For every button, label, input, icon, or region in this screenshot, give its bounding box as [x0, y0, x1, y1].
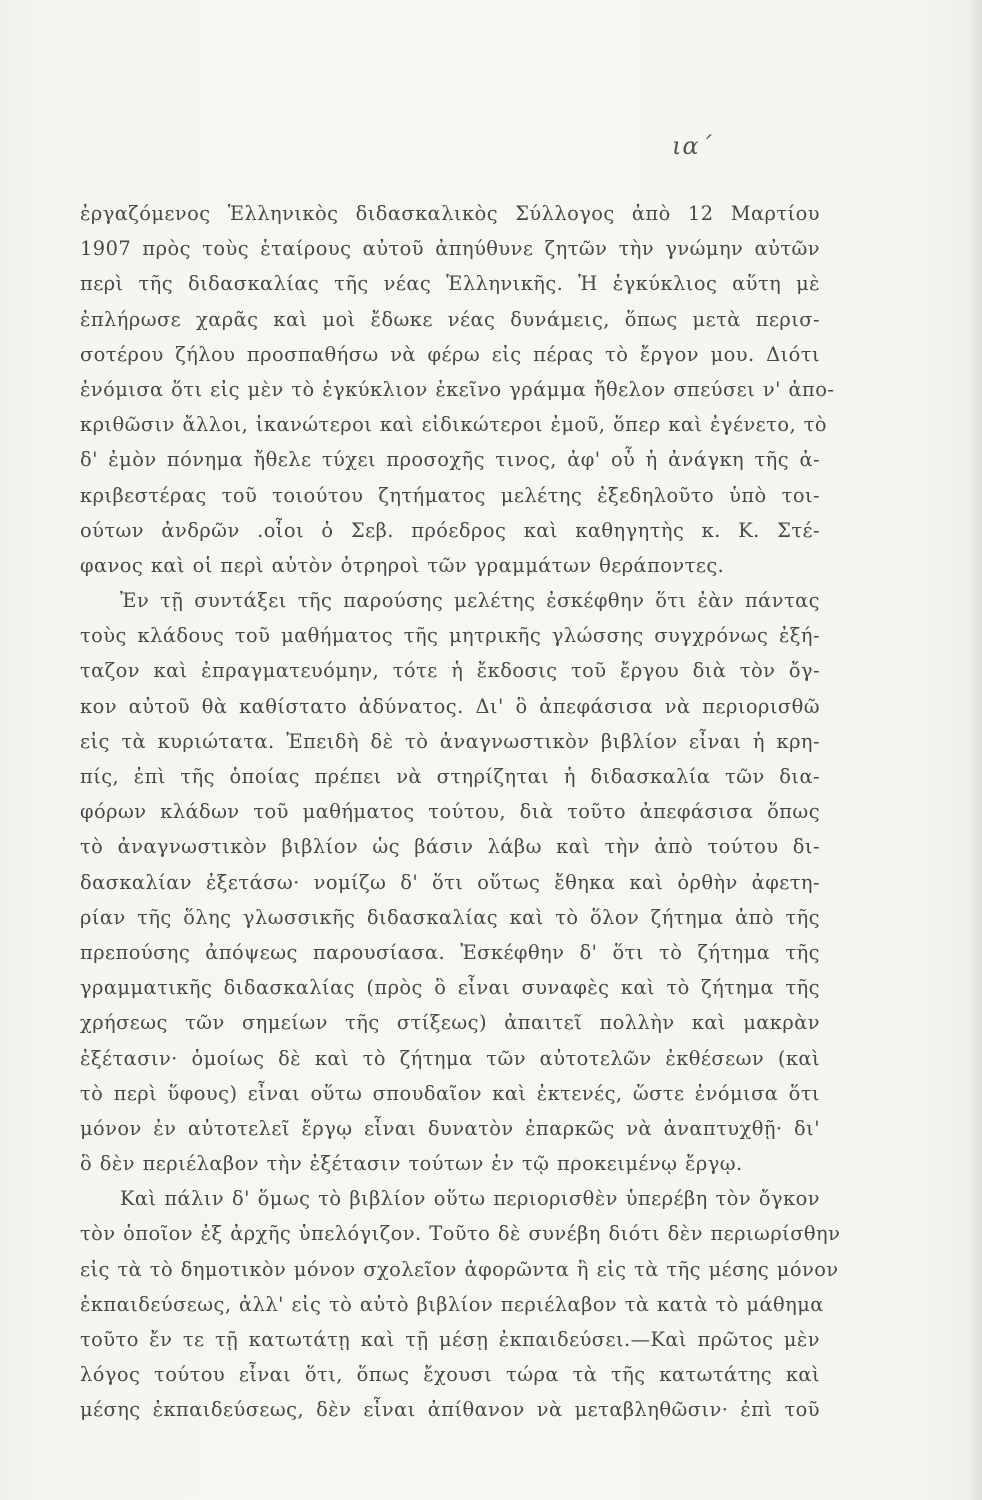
text-line: φανος καὶ οἱ περὶ αὐτὸν ὀτρηροὶ τῶν γραμμάτων θεράποντες.	[80, 553, 725, 577]
text-line: φόρων κλάδων τοῦ μαθήματος τούτου, διὰ τοῦτο ἀπεφάσισα ὅπως	[80, 800, 820, 824]
text-line: εἰς τὰ τὸ δημοτικὸν μόνον σχολεῖον ἀφορῶντα ἢ εἰς τὰ τῆς μέσης μόνον	[80, 1257, 839, 1281]
text-line: εἰς τὰ κυριώτατα. Ἐπειδὴ δὲ τὸ ἀναγνωστικὸν βιβλίον εἶναι ἡ κρη-	[80, 729, 820, 753]
text-line: τὸ περὶ ὕφους) εἶναι οὕτω σπουδαῖον καὶ ἐκτενές, ὥστε ἐνόμισα ὅτι	[80, 1081, 820, 1105]
text-line: ἐνόμισα ὅτι εἰς μὲν τὸ ἐγκύκλιον ἐκεῖνο γράμμα ἤθελον σπεύσει ν' ἀπο-	[80, 377, 835, 401]
text-line: δασκαλίαν ἐξετάσω· νομίζω δ' ὅτι οὕτως ἔθηκα καὶ ὀρθὴν ἀφετη-	[80, 870, 820, 894]
text-line: μόνον ἐν αὐτοτελεῖ ἔργῳ εἶναι δυνατὸν ἐπαρκῶς νὰ ἀναπτυχθῇ· δι'	[80, 1116, 820, 1140]
text-line: λόγος τούτου εἶναι ὅτι, ὅπως ἔχουσι τώρα τὰ τῆς κατωτάτης καὶ	[80, 1363, 820, 1387]
text-line: ὃ δὲν περιέλαβον τὴν ἐξέτασιν τούτων ἐν τῷ προκειμένῳ ἔργῳ.	[80, 1152, 743, 1176]
text-line: Καὶ πάλιν δ' ὅμως τὸ βιβλίον οὕτω περιορισθὲν ὑπερέβη τὸν ὄγκον	[120, 1187, 820, 1211]
text-line: ούτων ἀνδρῶν .οἷοι ὁ Σεβ. πρόεδρος καὶ καθηγητὴς κ. Κ. Στέ-	[80, 518, 820, 542]
text-line: τοὺς κλάδους τοῦ μαθήματος τῆς μητρικῆς γλώσσης συγχρόνως ἐξή-	[80, 624, 820, 648]
text-line: κριθῶσιν ἄλλοι, ἱκανώτεροι καὶ εἰδικώτεροι ἐμοῦ, ὅπερ καὶ ἐγένετο, τὸ	[80, 413, 828, 437]
text-line: ταζον καὶ ἐπραγματευόμην, τότε ἡ ἔκδοσις τοῦ ἔργου διὰ τὸν ὄγ-	[80, 659, 820, 683]
text-line: πρεπούσης ἀπόψεως παρουσίασα. Ἐσκέφθην δ' ὅτι τὸ ζήτημα τῆς	[80, 940, 820, 964]
text-line: ἐκπαιδεύσεως, ἀλλ' εἰς τὸ αὐτὸ βιβλίον περιέλαβον τὰ κατὰ τὸ μάθημα	[80, 1292, 824, 1316]
text-line: ρίαν τῆς ὅλης γλωσσικῆς διδασκαλίας καὶ τὸ ὅλον ζήτημα ἀπὸ τῆς	[80, 905, 820, 929]
text-line: πίς, ἐπὶ τῆς ὁποίας πρέπει νὰ στηρίζηται ἡ διδασκαλία τῶν δια-	[80, 765, 820, 788]
text-line: χρήσεως τῶν σημείων τῆς στίξεως) ἀπαιτεῖ πολλὴν καὶ μακρὰν	[80, 1011, 820, 1035]
text-line: γραμματικῆς διδασκαλίας (πρὸς ὃ εἶναι συναφὲς καὶ τὸ ζήτημα τῆς	[80, 976, 820, 1000]
text-line: κριβεστέρας τοῦ τοιούτου ζητήματος μελέτης ἐξεδηλοῦτο ὑπὸ τοι-	[80, 483, 820, 507]
text-line: μέσης ἐκπαιδεύσεως, δὲν εἶναι ἀπίθανον νὰ μεταβληθῶσιν· ἐπὶ τοῦ	[80, 1398, 820, 1422]
text-line: σοτέρου ζήλου προσπαθήσω νὰ φέρω εἰς πέρας τὸ ἔργον μου. Διότι	[80, 342, 820, 366]
page-edge-shadow	[968, 0, 982, 1500]
body-text	[80, 196, 841, 1428]
text-line: τοῦτο ἔν τε τῇ κατωτάτῃ καὶ τῇ μέσῃ ἐκπαιδεύσει.—Καὶ πρῶτος μὲν	[80, 1328, 820, 1351]
text-line: περὶ τῆς διδασκαλίας τῆς νέας Ἑλληνικῆς. Ἡ ἐγκύκλιος αὕτη μὲ	[80, 272, 820, 296]
text-line: κον αὐτοῦ θὰ καθίστατο ἀδύνατος. Δι' ὃ ἀπεφάσισα νὰ περιορισθῶ	[80, 694, 820, 718]
text-line: δ' ἐμὸν πόνημα ἤθελε τύχει προσοχῆς τινος, ἀφ' οὗ ἡ ἀνάγκη τῆς ἀ-	[80, 448, 820, 472]
text-line: Ἐν τῇ συντάξει τῆς παρούσης μελέτης ἐσκέφθην ὅτι ἐὰν πάντας	[120, 589, 820, 613]
text-line: ἐπλήρωσε χαρᾶς καὶ μοὶ ἔδωκε νέας δυνάμεις, ὅπως μετὰ περισ-	[80, 307, 820, 331]
text-line: ἐργαζόμενος Ἑλληνικὸς διδασκαλικὸς Σύλλογος ἀπὸ 12 Μαρτίου	[80, 202, 820, 225]
text-line: ἐξέτασιν· ὁμοίως δὲ καὶ τὸ ζήτημα τῶν αὐτοτελῶν ἐκθέσεων (καὶ	[80, 1046, 820, 1070]
text-line: τὸ ἀναγνωστικὸν βιβλίον ὡς βάσιν λάβω καὶ τὴν ἀπὸ τούτου δι-	[80, 835, 820, 859]
text-line: 1907 πρὸς τοὺς ἑταίρους αὐτοῦ ἀπηύθυνε ζητῶν τὴν γνώμην αὐτῶν	[80, 237, 820, 261]
page-number: ια΄	[672, 132, 713, 160]
text-line: τὸν ὁποῖον ἐξ ἀρχῆς ὑπελόγιζον. Τοῦτο δὲ συνέβη διότι δὲν περιωρίσθην	[80, 1222, 841, 1246]
